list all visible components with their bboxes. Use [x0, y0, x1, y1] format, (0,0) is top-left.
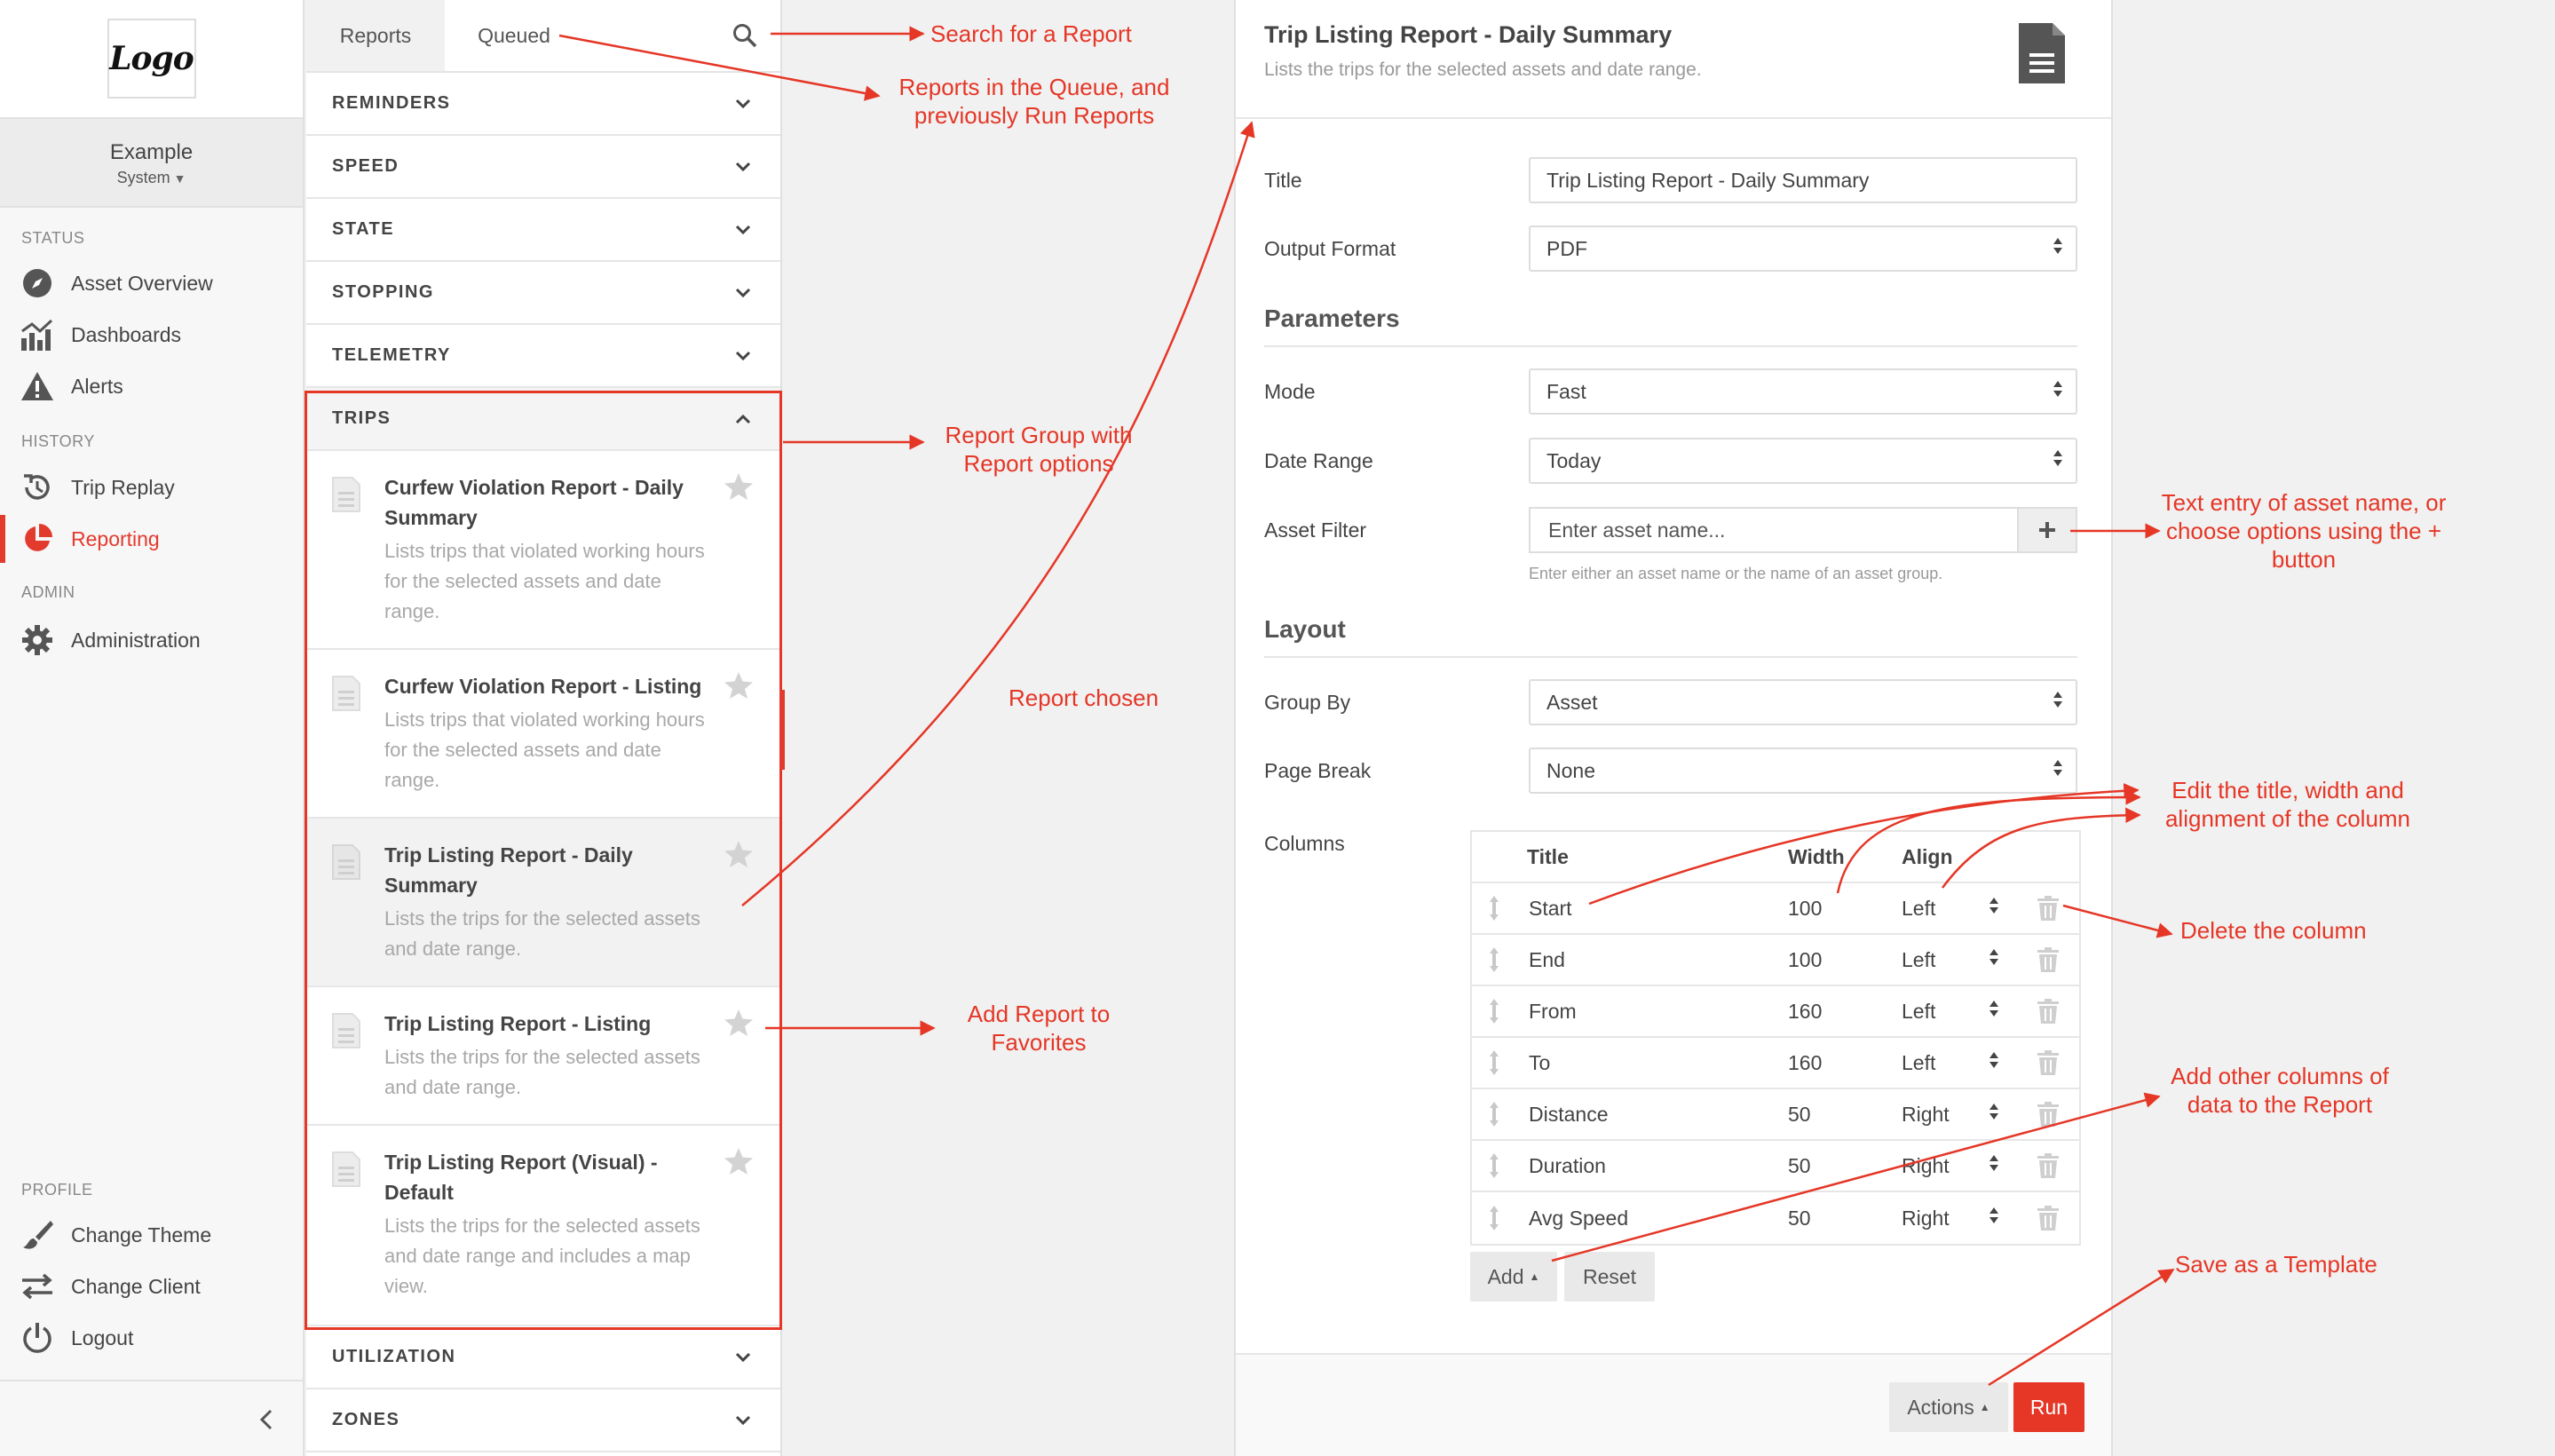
column-width-input[interactable]: 50: [1788, 1206, 1811, 1230]
section-admin: ADMIN: [21, 583, 75, 601]
section-profile: PROFILE: [21, 1181, 93, 1199]
section-history: HISTORY: [21, 432, 95, 450]
report-description: Lists the trips for the selected assets and date range.: [384, 907, 700, 960]
label-page-break: Page Break: [1264, 758, 1372, 782]
report-title: Curfew Violation Report - Daily Summary: [384, 476, 684, 529]
report-description: Lists the trips for the selected assets and date range.: [384, 1046, 700, 1098]
report-title: Trip Listing Report (Visual) - Default: [384, 1151, 658, 1204]
caret-up-icon: ▲: [1979, 1401, 1990, 1413]
label-title: Title: [1264, 168, 1302, 192]
button-label: Add: [1487, 1264, 1524, 1288]
annotation-group: Report Group with Report options: [945, 422, 1133, 477]
column-title-input[interactable]: Start: [1529, 896, 1572, 920]
column-width-input[interactable]: 50: [1788, 1153, 1811, 1177]
label-mode: Mode: [1264, 379, 1316, 403]
nav-label: Dashboards: [71, 322, 182, 346]
select-value: Right: [1902, 1102, 1950, 1126]
group-label: SPEED: [332, 156, 399, 176]
report-description: Lists the trips for the selected assets and date range and includes a map view.: [384, 1215, 700, 1297]
select-value: Right: [1902, 1206, 1950, 1230]
select-value: Fast: [1546, 379, 1586, 403]
section-status: STATUS: [21, 229, 85, 247]
header-align: Align: [1902, 844, 1953, 868]
group-label: TRIPS: [332, 408, 392, 428]
reset-button[interactable]: Reset: [1564, 1252, 1655, 1302]
panel-subtitle: Lists the trips for the selected assets and date range.: [1264, 59, 1702, 80]
report-title: Curfew Violation Report - Listing: [384, 675, 702, 698]
header-title: Title: [1527, 844, 1569, 868]
select-value: Left: [1902, 999, 1936, 1023]
annotation-add-columns: Add other columns of data to the Report: [2171, 1063, 2389, 1118]
label-asset-filter: Asset Filter: [1264, 518, 1367, 542]
nav-label: Trip Replay: [71, 475, 175, 499]
section-layout: Layout: [1264, 615, 2077, 658]
run-button[interactable]: Run: [2013, 1382, 2084, 1432]
header-width: Width: [1788, 844, 1845, 868]
annotation-search: Search for a Report: [930, 20, 1132, 47]
report-title: Trip Listing Report - Listing: [384, 1012, 652, 1035]
label-columns: Columns: [1264, 832, 1345, 855]
annotation-template: Save as a Template: [2175, 1251, 2377, 1278]
select-value: Today: [1546, 448, 1602, 472]
group-label: STATE: [332, 219, 395, 239]
nav-label: Change Theme: [71, 1223, 212, 1246]
column-title-input[interactable]: Distance: [1529, 1102, 1609, 1126]
tab-queued[interactable]: Queued: [478, 23, 550, 47]
select-value: Left: [1902, 1050, 1936, 1074]
select-value: None: [1546, 758, 1595, 782]
report-description: Lists trips that violated working hours for the selected assets and date range.: [384, 708, 705, 791]
select-value: Left: [1902, 947, 1936, 971]
panel-title: Trip Listing Report - Daily Summary: [1264, 21, 1673, 48]
label-date-range: Date Range: [1264, 448, 1373, 472]
column-title-input[interactable]: End: [1529, 947, 1565, 971]
column-width-input[interactable]: 160: [1788, 1050, 1823, 1074]
nav-label: Alerts: [71, 374, 123, 398]
annotation-queued: Reports in the Queue, and previously Run Reports: [898, 74, 1170, 129]
annotation-asset-entry: Text entry of asset name, or choose options using the + button: [2161, 489, 2447, 573]
select-value: Right: [1902, 1153, 1950, 1177]
account-sub: System: [116, 169, 170, 186]
caret-up-icon: ▲: [1529, 1270, 1540, 1283]
logo[interactable]: Logo: [107, 19, 196, 99]
annotation-edit-column: Edit the title, width and alignment of the column: [2164, 777, 2411, 832]
annotation-favorites: Add Report to Favorites: [967, 1001, 1111, 1056]
asset-filter-input[interactable]: Enter asset name...: [1529, 507, 2017, 553]
tab-reports[interactable]: Reports: [306, 0, 445, 71]
select-value: Asset: [1546, 690, 1598, 714]
account-name: Example: [109, 140, 194, 164]
annotation-delete-column: Delete the column: [2180, 917, 2367, 944]
nav-label: Asset Overview: [71, 271, 213, 295]
nav-label: Reporting: [71, 526, 160, 550]
group-label: REMINDERS: [332, 93, 451, 113]
column-width-input[interactable]: 160: [1788, 999, 1823, 1023]
section-parameters: Parameters: [1264, 305, 2077, 347]
column-title-input[interactable]: Duration: [1529, 1153, 1606, 1177]
title-input[interactable]: Trip Listing Report - Daily Summary: [1529, 157, 2077, 203]
label-group-by: Group By: [1264, 690, 1351, 714]
select-value: Left: [1902, 896, 1936, 920]
caret-down-icon: ▼: [173, 171, 186, 186]
group-label: TELEMETRY: [332, 345, 451, 365]
column-title-input[interactable]: From: [1529, 999, 1577, 1023]
group-label: STOPPING: [332, 282, 434, 302]
nav-label: Logout: [71, 1325, 134, 1349]
nav-label: Administration: [71, 628, 201, 652]
group-label: ZONES: [332, 1410, 400, 1429]
label-output-format: Output Format: [1264, 236, 1396, 260]
group-label: UTILIZATION: [332, 1347, 456, 1366]
annotation-chosen: Report chosen: [1009, 684, 1159, 711]
report-title: Trip Listing Report - Daily Summary: [384, 843, 633, 897]
nav-label: Change Client: [71, 1274, 201, 1298]
column-width-input[interactable]: 50: [1788, 1102, 1811, 1126]
button-label: Actions: [1907, 1395, 1974, 1419]
column-title-input[interactable]: Avg Speed: [1529, 1206, 1629, 1230]
asset-filter-help: Enter either an asset name or the name of an asset group.: [1529, 565, 1943, 582]
column-width-input[interactable]: 100: [1788, 947, 1823, 971]
report-description: Lists trips that violated working hours for the selected assets and date range.: [384, 540, 705, 622]
column-width-input[interactable]: 100: [1788, 896, 1823, 920]
column-title-input[interactable]: To: [1529, 1050, 1551, 1074]
select-value: PDF: [1546, 236, 1587, 260]
